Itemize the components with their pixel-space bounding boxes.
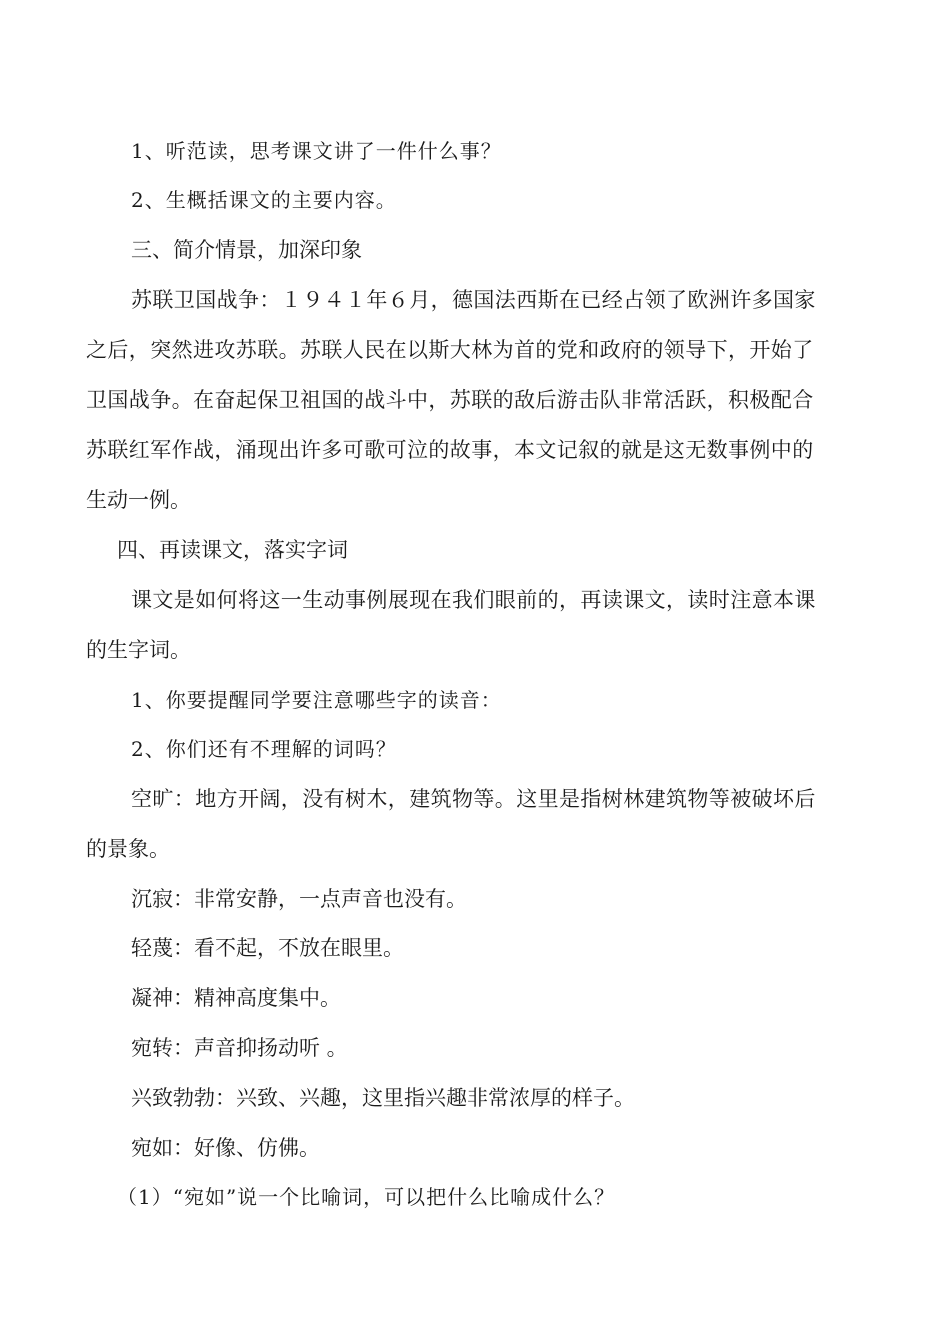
background-paragraph-line-5: 生动一例。	[86, 488, 191, 512]
definition-xingzhibobo: 兴致勃勃：兴致、兴趣，这里指兴趣非常浓厚的样子。	[131, 1086, 635, 1110]
question-unknown-words: 2、你们还有不理解的词吗？	[131, 737, 397, 761]
question-summarize-content: 2、生概括课文的主要内容。	[131, 188, 397, 212]
definition-kongkuang-line-2: 的景象。	[86, 837, 170, 861]
background-paragraph-line-4: 苏联红军作战，涌现出许多可歌可泣的故事，本文记叙的就是这无数事例中的	[86, 438, 814, 462]
question-listen-reading: 1、听范读，思考课文讲了一件什么事？	[131, 139, 502, 163]
reread-paragraph-line-1: 课文是如何将这一生动事例展现在我们眼前的，再读课文，读时注意本课	[131, 588, 816, 612]
question-pronunciation: 1、你要提醒同学要注意哪些字的读音：	[131, 688, 502, 712]
background-paragraph-line-3: 卫国战争。在奋起保卫祖国的战斗中，苏联的敌后游击队非常活跃，积极配合	[86, 388, 814, 412]
section-heading-four: 四、再读课文，落实字词	[117, 538, 348, 562]
section-heading-three: 三、简介情景，加深印象	[131, 238, 362, 262]
reread-paragraph-line-2: 的生字词。	[86, 638, 191, 662]
background-paragraph-line-2: 之后，突然进攻苏联。苏联人民在以斯大林为首的党和政府的领导下，开始了	[86, 338, 814, 362]
definition-ningshen: 凝神：精神高度集中。	[131, 986, 341, 1010]
question-metaphor: （1）“宛如”说一个比喻词，可以把什么比喻成什么？	[117, 1185, 616, 1209]
definition-wanru: 宛如：好像、仿佛。	[131, 1136, 320, 1160]
background-paragraph-line-1: 苏联卫国战争：１９４１年６月，德国法西斯在已经占领了欧洲许多国家	[131, 288, 816, 312]
definition-chenji: 沉寂：非常安静，一点声音也没有。	[131, 887, 467, 911]
definition-wanzhuan: 宛转：声音抑扬动听 。	[131, 1036, 348, 1060]
definition-kongkuang-line-1: 空旷：地方开阔，没有树木，建筑物等。这里是指树林建筑物等被破坏后	[131, 787, 816, 811]
definition-qingmie: 轻蔑：看不起，不放在眼里。	[131, 936, 404, 960]
